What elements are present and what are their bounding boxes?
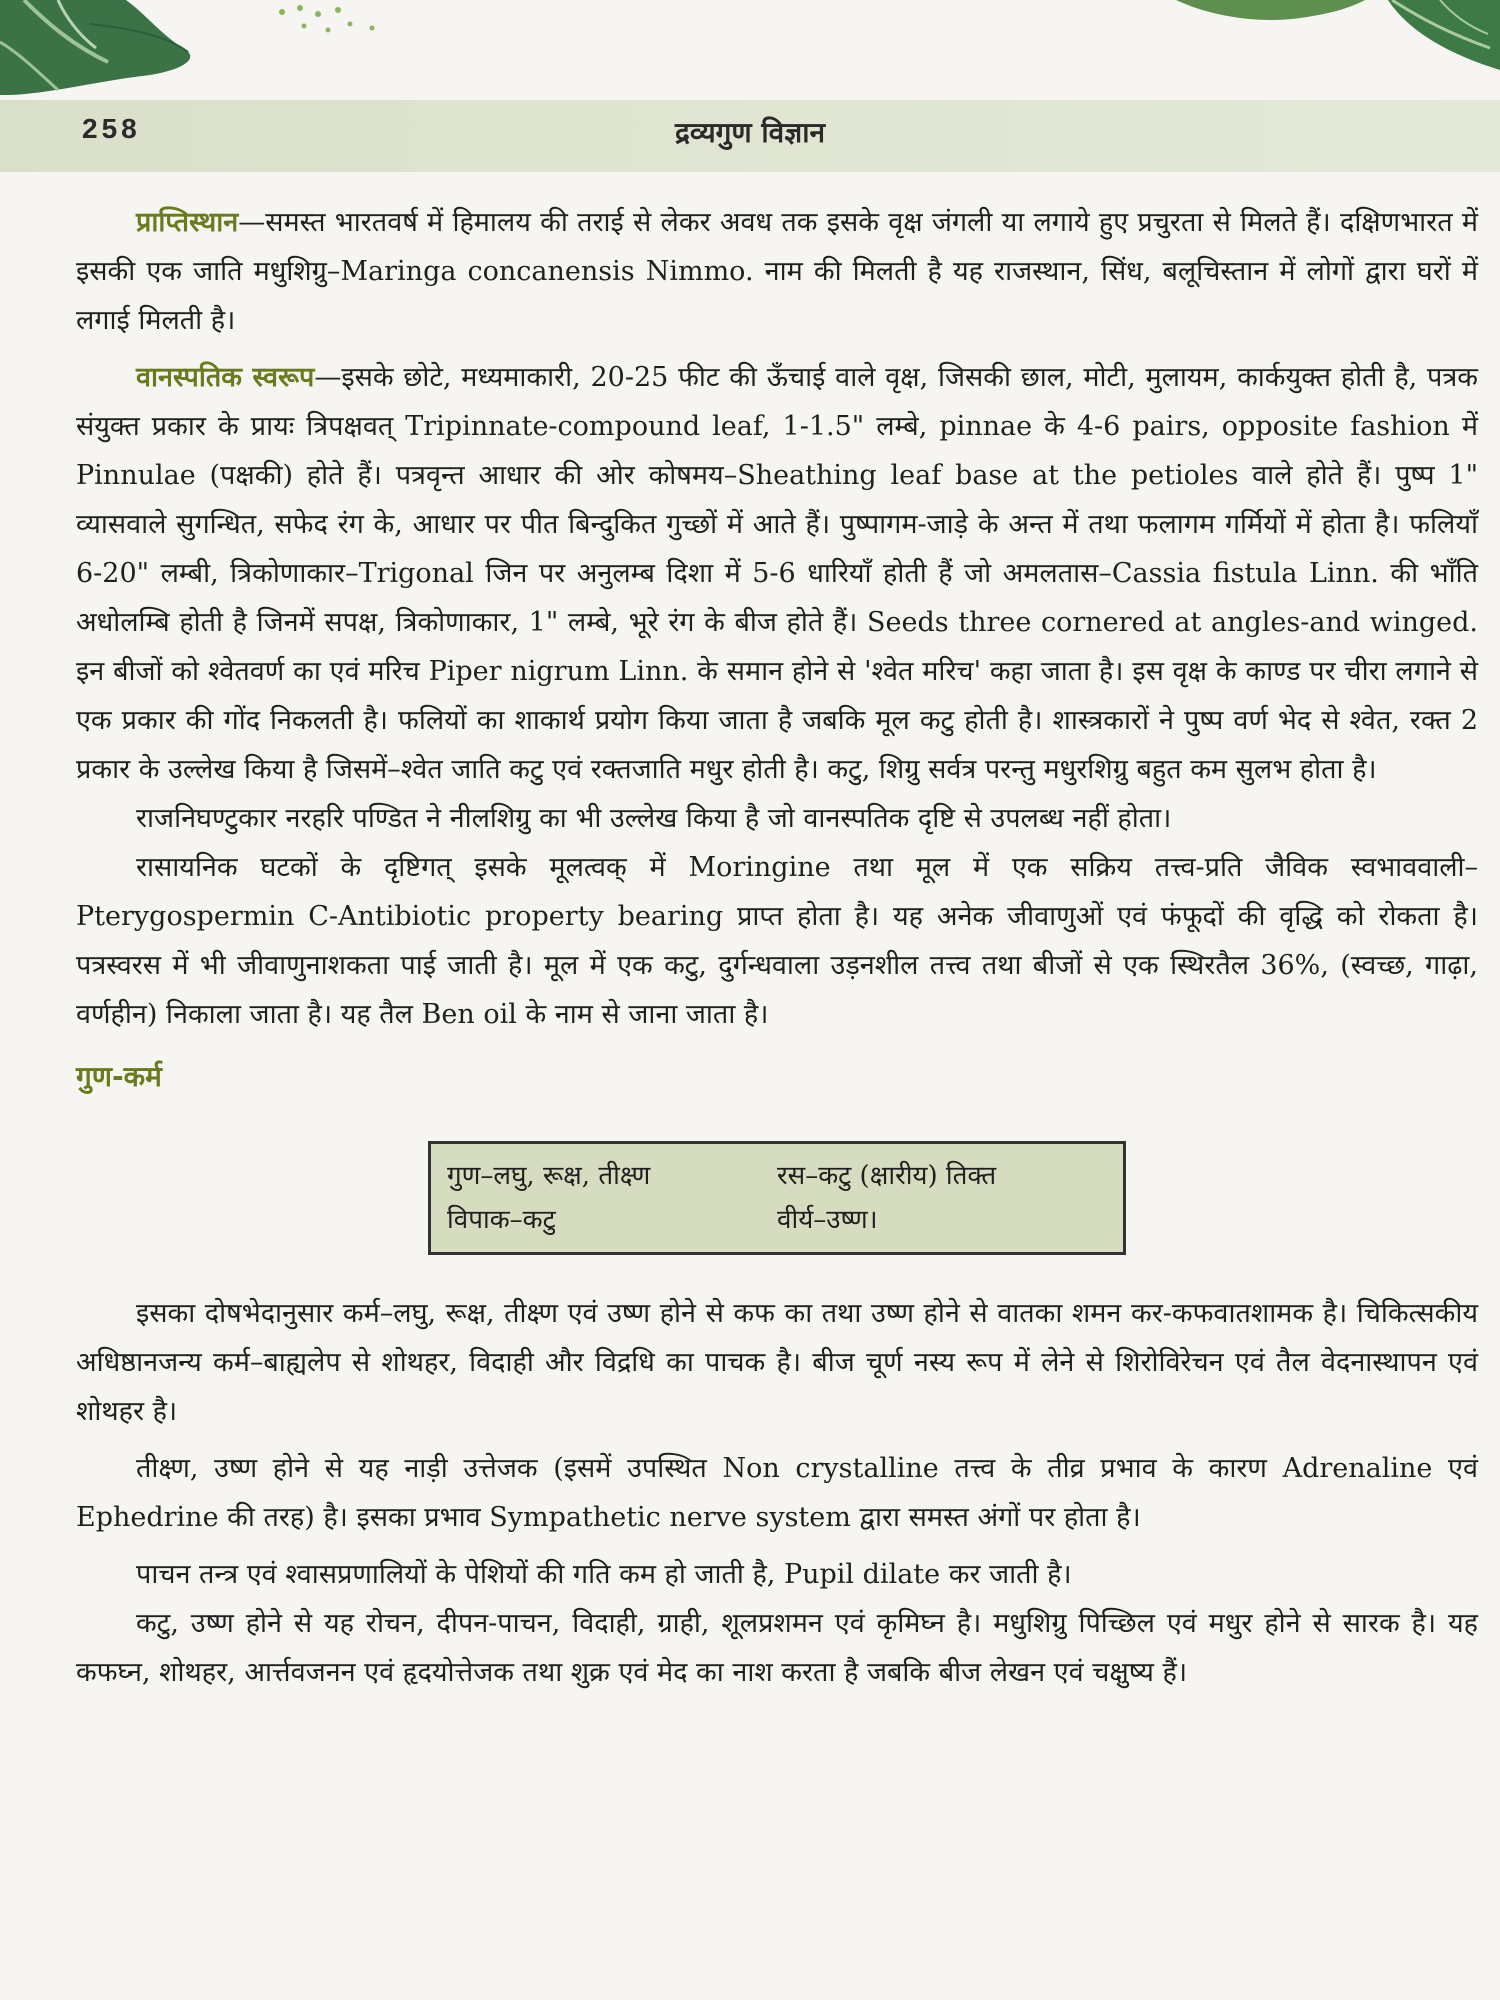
nerve-stimulant-paragraph: तीक्ष्ण, उष्ण होने से यह नाड़ी उत्तेजक (इसमें उपस्थित Non crystalline तत्त्व के तीव्र प्रभाव के कारण Adrenaline एवं Ephedrine की तरह) है। इसका प्रभाव Sympathetic nerve system द्वारा समस्त अंगों पर होता है। (76, 1453, 1478, 1533)
nighantu-paragraph: राजनिघण्टुकार नरहरि पण्डित ने नीलशिग्रु का भी उल्लेख किया है जो वानस्पतिक दृष्टि से उपलब्ध नहीं होता। (136, 803, 1172, 834)
page-header (0, 100, 1500, 172)
properties-box (428, 1141, 1126, 1255)
botanical-text: —इसके छोटे, मध्यमाकारी, 20-25 फीट की ऊँचाई वाले वृक्ष, जिसकी छाल, मोटी, मुलायम, कार्कयुक्त होती है, पत्रक संयुक्त प्रकार के प्रायः त्रिपक्षवत् Tripinnate-compound leaf, 1-1.5" लम्बे, pinnae के 4-6 pairs, opposite fashion में Pinnulae (पक्षकी) होते हैं। पत्रवृन्त आधार की ओर कोषमय–Sheathing leaf base at the petioles वाले होते हैं। पुष्प 1" व्यासवाले सुगन्धित, सफेद रंग के, आधार पर पीत बिन्दुकित गुच्छों में आते हैं। पुष्पागम-जाड़े के अन्त में तथा फलागम गर्मियों में होता है। फलियाँ 6-20" लम्बी, त्रिकोणाकार–Trigonal जिन पर अनुलम्ब दिशा में 5-6 धारियाँ होती हैं जो अमलतास–Cassia fistula Linn. की भाँति अधोलम्बि होती है जिनमें सपक्ष, त्रिकोणाकार, 1" लम्बे, भूरे रंग के बीज होते हैं। Seeds three cornered at angles-and winged. इन बीजों को श्वेतवर्ण का एवं मरिच Piper nigrum Linn. के समान होने से 'श्वेत मरिच' कहा जाता है। इस वृक्ष के काण्ड पर चीरा लगाने से एक प्रकार की गोंद निकलती है। फलियों का शाकार्थ प्रयोग किया जाता है जबकि मूल कटु होती है। शास्त्रकारों ने पुष्प वर्ण भेद से श्वेत, रक्त 2 प्रकार के उल्लेख किया है जिसमें–श्वेत जाति कटु एवं रक्तजाति मधुर होती है। कटु, शिग्रु सर्वत्र परन्तु मधुरशिग्रु बहुत कम सुलभ होता है। (76, 362, 1478, 785)
actions-paragraph: कटु, उष्ण होने से यह रोचन, दीपन-पाचन, विदाही, ग्राही, शूलप्रशमन एवं कृमिघ्न है। मधुशिग्रु पिच्छिल एवं मधुर होने से सारक है। यह कफघ्न, शोथहर, आर्त्तवजनन एवं हृदयोत्तेजक तथा शुक्र एवं मेद का नाश करता है जबकि बीज लेखन एवं चक्षुष्य हैं। (76, 1608, 1478, 1688)
botanical-term: वानस्पतिक स्वरूप (136, 362, 315, 393)
running-title: द्रव्यगुण विज्ञान (674, 116, 825, 149)
rasa-property: रस–कटु (क्षारीय) तिक्त (777, 1161, 997, 1191)
top-dots-decoration (279, 5, 375, 33)
top-left-leaf-icon (0, 0, 190, 95)
page-number: 258 (82, 113, 141, 144)
vipaka-property: विपाक–कटु (447, 1205, 556, 1235)
top-right-leaf-icon (1176, 0, 1500, 70)
botanical-paragraph (76, 353, 1478, 794)
dosha-karma-paragraph: इसका दोषभेदानुसार कर्म–लघु, रूक्ष, तीक्ष्ण एवं उष्ण होने से कफ का तथा उष्ण होने से वातका शमन कर-कफवातशामक है। चिकित्सकीय अधिष्ठानजन्य कर्म–बाह्यलेप से शोथहर, विदाही और विद्रधि का पाचक है। बीज चूर्ण नस्य रूप में लेने से शिरोविरेचन एवं तैल वेदनास्थापन एवं शोथहर है। (76, 1298, 1478, 1427)
habitat-paragraph (76, 198, 1478, 345)
digestive-paragraph: पाचन तन्त्र एवं श्वासप्रणालियों के पेशियों की गति कम हो जाती है, Pupil dilate कर जाती है। (136, 1559, 1072, 1590)
page-content (76, 198, 1478, 1705)
guna-property: गुण–लघु, रूक्ष, तीक्ष्ण (447, 1161, 651, 1191)
chemical-paragraph: रासायनिक घटकों के दृष्टिगत् इसके मूलत्वक् में Moringine तथा मूल में एक सक्रिय तत्त्व-प्रति जैविक स्वभाववाली–Pterygospermin C-Antibiotic property bearing प्राप्त होता है। यह अनेक जीवाणुओं एवं फंफूदों की वृद्धि को रोकता है। पत्रस्वरस में भी जीवाणुनाशकता पाई जाती है। मूल में एक कटु, दुर्गन्धवाला उड़नशील तत्त्व तथा बीजों से एक स्थिरतैल 36%, (स्वच्छ, गाढ़ा, वर्णहीन) निकाला जाता है। यह तैल Ben oil के नाम से जाना जाता है। (76, 852, 1478, 1030)
section-heading: गुण-कर्म (76, 1060, 162, 1093)
habitat-term: प्राप्तिस्थान (136, 207, 239, 238)
habitat-text: —समस्त भारतवर्ष में हिमालय की तराई से लेकर अवध तक इसके वृक्ष जंगली या लगाये हुए प्रचुरता से मिलते हैं। दक्षिणभारत में इसकी एक जाति मधुशिग्रु–Maringa concanensis Nimmo. नाम की मिलती है यह राजस्थान, सिंध, बलूचिस्तान में लोगों द्वारा घरों में लगाई मिलती है। (76, 207, 1478, 336)
virya-property: वीर्य–उष्ण। (777, 1205, 878, 1235)
